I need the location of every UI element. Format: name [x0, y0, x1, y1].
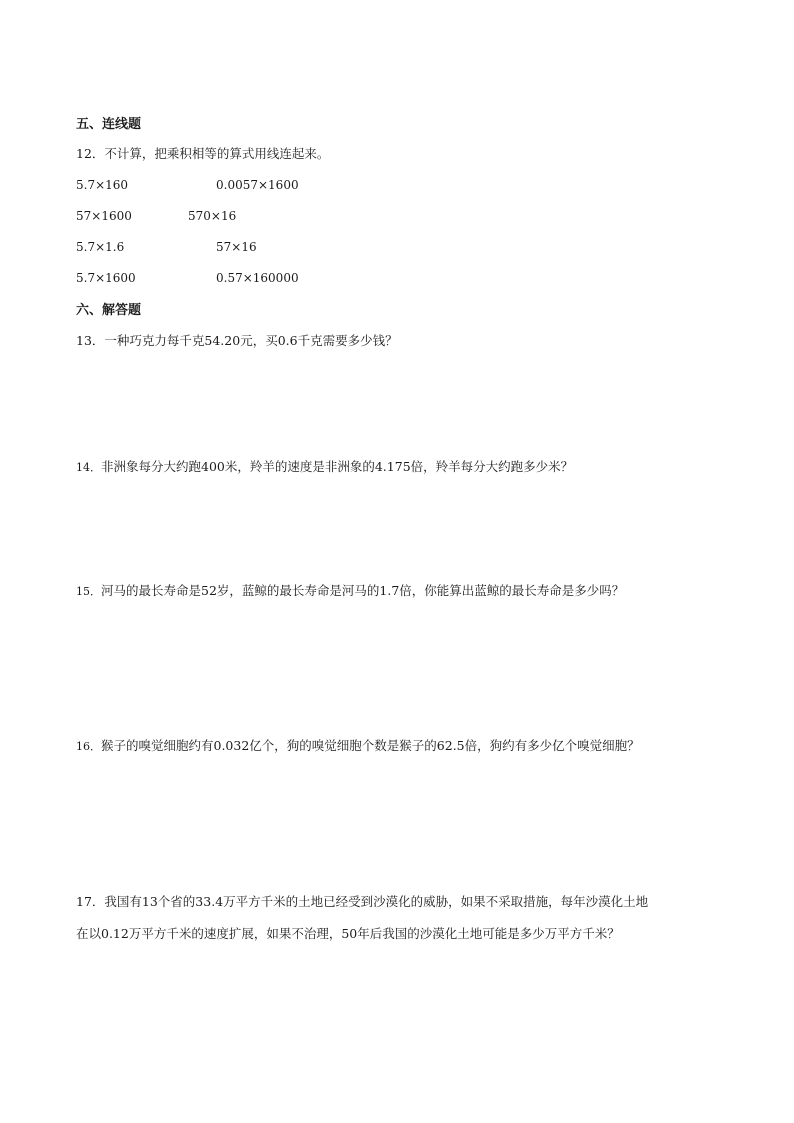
question-17-line-1: 17．我国有13个省的33.4万平方千米的土地已经受到沙漠化的威胁，如果不采取措施，每年沙漠化土地	[76, 894, 649, 909]
right-expression-4: 0.57×160000	[216, 271, 299, 285]
question-text: 猴子的嗅觉细胞约有0.032亿个，狗的嗅觉细胞个数是猴子的62.5倍，狗约有多少亿个嗅觉细胞？	[101, 738, 640, 753]
left-expression-2: 57×1600	[76, 209, 132, 223]
question-14	[76, 461, 573, 474]
right-expression-2: 570×16	[188, 209, 237, 223]
section-title-matching: 五、连线题	[76, 117, 142, 132]
question-13: 13．一种巧克力每千克54.20元，买0.6千克需要多少钱？	[76, 333, 398, 348]
question-number: 16．	[76, 740, 101, 753]
left-expression-4: 5.7×1600	[76, 271, 136, 285]
question-15	[76, 585, 624, 598]
left-expression-1: 5.7×160	[76, 178, 129, 192]
question-16	[76, 740, 640, 753]
left-expression-3: 5.7×1.6	[76, 240, 125, 254]
section-title-word-problems: 六、解答题	[76, 303, 142, 318]
question-number: 15．	[76, 585, 101, 598]
question-text: 河马的最长寿命是52岁，蓝鲸的最长寿命是河马的1.7倍，你能算出蓝鲸的最长寿命是多少吗？	[101, 583, 625, 598]
right-expression-1: 0.0057×1600	[216, 178, 299, 192]
question-text: 非洲象每分大约跑400米，羚羊的速度是非洲象的4.175倍，羚羊每分大约跑多少米？	[101, 459, 574, 474]
question-12: 12．不计算，把乘积相等的算式用线连起来。	[76, 146, 330, 161]
question-number: 14．	[76, 461, 101, 474]
right-expression-3: 57×16	[216, 240, 257, 254]
question-17-line-2: 在以0.12万平方千米的速度扩展，如果不治理，50年后我国的沙漠化土地可能是多少万平方千米？	[76, 926, 620, 941]
